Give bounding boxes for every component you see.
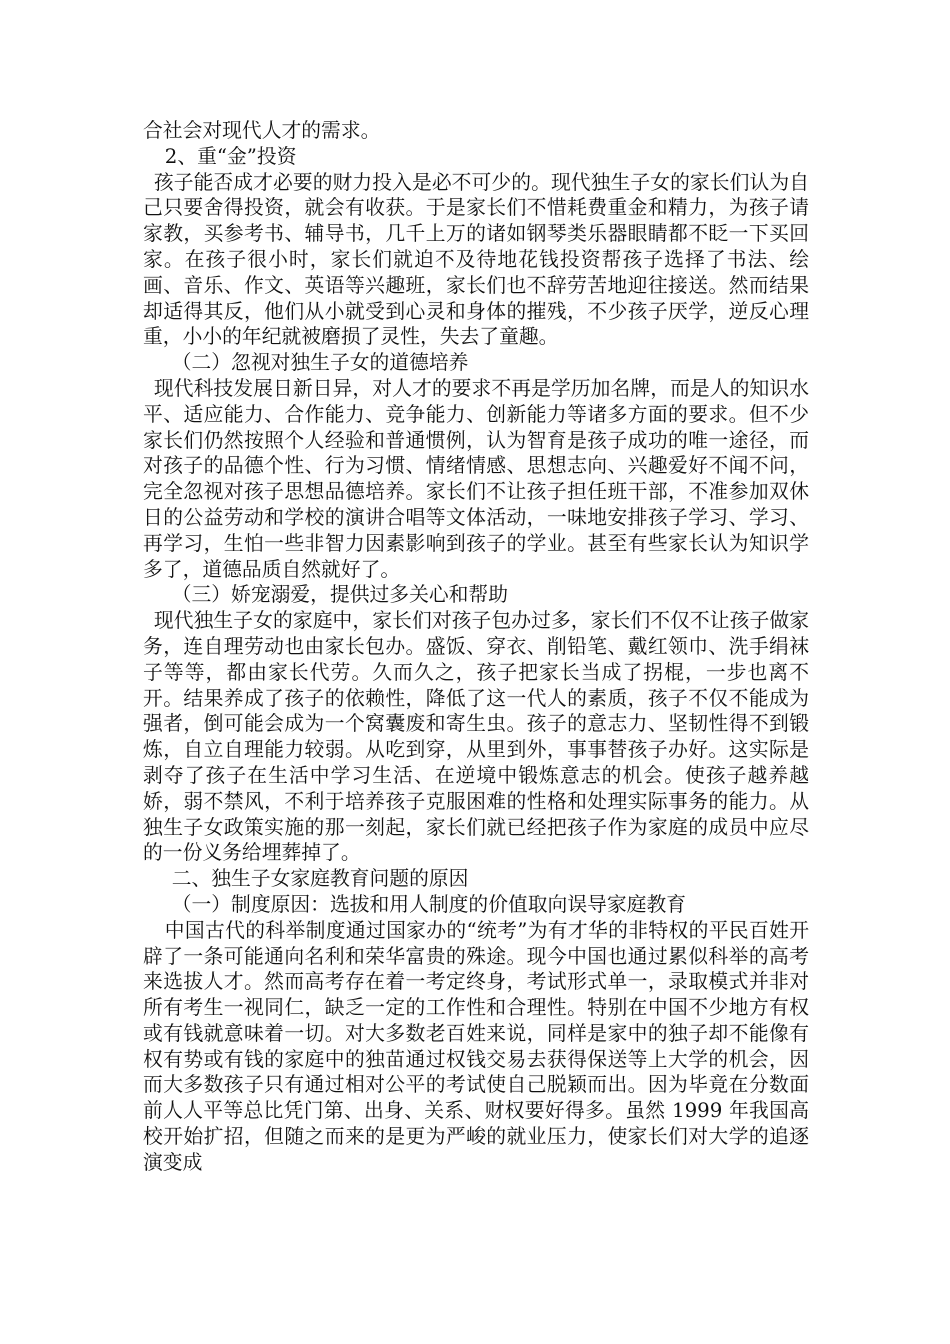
- paragraph-continuation: 合社会对现代人才的需求。: [143, 119, 381, 142]
- heading-overindulgence: （三）娇宠溺爱，提供过多关心和帮助: [171, 583, 508, 607]
- paragraph-institutional-causes: 中国古代的科举制度通过国家办的“统考”为有才华的非特权的平民百姓开辟了一条可能通向名利和荣华富贵的殊途。现今中国也通过累似科举的高考来选拔人才。然而高考存在着一考定终身，考试形式单一，录取模式并非对所有考生一视同仁，缺乏一定的工作性和合理性。特别在中国不少地方有权或有钱就意味着一切。对大多数老百姓来说，同样是家中的独子却不能像有权有势或有钱的家庭中的独苗通过权钱交易去获得保送等上大学的机会，因而大多数孩子只有通过相对公平的考试使自己脱颖而出。因为毕竟在分数面前人人平等总比凭门第、出身、关系、财权要好得多。虽然 1999 年我国高校开始扩招，但随之而来的是更为严峻的就业压力，使家长们对大学的追逐演变成: [143, 918, 809, 1174]
- document-page: [143, 118, 809, 1176]
- subheading-heavy-investment: 2、重“金”投资: [164, 144, 297, 168]
- heading-institutional-causes: （一）制度原因：选拔和用人制度的价值取向误导家庭教育: [171, 892, 687, 916]
- paragraph-moral-education: 现代科技发展日新日异，对人才的要求不再是学历加名牌，而是人的知识水平、适应能力、合作能力、竞争能力、创新能力等诸多方面的要求。但不少家长们仍然按照个人经验和普通惯例，认为智育是孩子成功的唯一途径，而对孩子的品德个性、行为习惯、情绪情感、思想志向、兴趣爱好不闻不问，完全忽视对孩子思想品德培养。家长们不让孩子担任班干部，不准参加双休日的公益劳动和学校的演讲合唱等文体活动，一味地安排孩子学习、学习、再学习，生怕一些非智力因素影响到孩子的学业。甚至有些家长认为知识学多了，道德品质自然就好了。: [143, 376, 809, 581]
- paragraph-investment: 孩子能否成才必要的财力投入是必不可少的。现代独生子女的家长们认为自己只要舍得投资，就会有收获。于是家长们不惜耗费重金和精力，为孩子请家教，买参考书、辅导书，几千上万的诸如钢琴类乐器眼睛都不眨一下买回家。在孩子很小时，家长们就迫不及待地花钱投资帮孩子选择了书法、绘画、音乐、作文、英语等兴趣班，家长们也不辞劳苦地迎往接送。然而结果却适得其反，他们从小就受到心灵和身体的摧残，不少孩子厌学，逆反心理重，小小的年纪就被磨损了灵性，失去了童趣。: [143, 170, 809, 349]
- paragraph-overindulgence: 现代独生子女的家庭中，家长们对孩子包办过多，家长们不仅不让孩子做家务，连自理劳动也由家长包办。盛饭、穿衣、削铅笔、戴红领巾、洗手绢袜子等等，都由家长代劳。久而久之，孩子把家长当成了拐棍，一步也离不开。结果养成了孩子的依赖性，降低了这一代人的素质，孩子不仅不能成为强者，倒可能会成为一个窝囊废和寄生虫。孩子的意志力、坚韧性得不到锻炼，自立自理能力较弱。从吃到穿，从里到外，事事替孩子办好。这实际是剥夺了孩子在生活中学习生活、在逆境中锻炼意志的机会。使孩子越养越娇，弱不禁风，不利于培养孩子克服困难的性格和处理实际事务的能力。从独生子女政策实施的那一刻起，家长们就已经把孩子作为家庭的成员中应尽的一份义务给埋葬掉了。: [143, 609, 809, 865]
- heading-causes: 二、独生子女家庭教育问题的原因: [171, 867, 469, 891]
- heading-moral-education: （二）忽视对独生子女的道德培养: [171, 351, 469, 375]
